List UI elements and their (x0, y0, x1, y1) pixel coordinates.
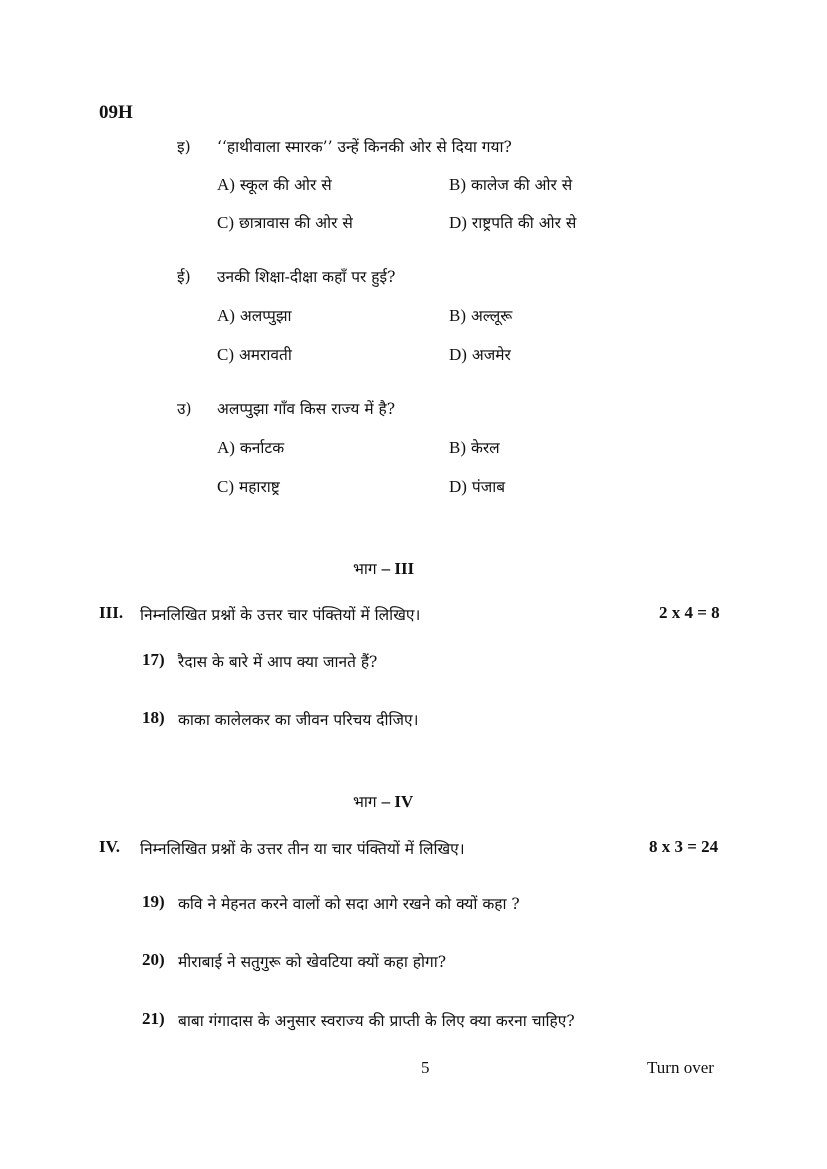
option-d: D) पंजाब (449, 477, 506, 496)
question-number: 21) (142, 1009, 165, 1028)
question-text: काका कालेलकर का जीवन परिचय दीजिए। (178, 711, 419, 729)
section-heading: भाग – III (353, 559, 415, 578)
question-label: ई) (177, 268, 191, 286)
section-marks: 8 x 3 = 24 (649, 837, 719, 856)
section-marks: 2 x 4 = 8 (659, 603, 720, 622)
question-number: 20) (142, 950, 165, 969)
question-number: 18) (142, 708, 165, 727)
section-heading: भाग – IV (353, 792, 414, 811)
option-b: B) अल्लूरू (449, 306, 513, 325)
option-a: A) स्कूल की ओर से (217, 175, 332, 194)
question-text: अलप्पुझा गाँव किस राज्य में है? (217, 400, 396, 418)
option-a: A) अलप्पुझा (217, 306, 292, 325)
option-c: C) छात्रावास की ओर से (217, 213, 353, 232)
question-text: उनकी शिक्षा-दीक्षा कहाँ पर हुई? (217, 268, 396, 286)
section-instruction: निम्नलिखित प्रश्नों के उत्तर तीन या चार पंक्तियों में लिखिए। (140, 840, 465, 858)
question-label: उ) (177, 400, 192, 418)
paper-code: 09H (99, 102, 133, 123)
option-c: C) महाराष्ट्र (217, 477, 280, 496)
question-number: 17) (142, 650, 165, 669)
option-c: C) अमरावती (217, 345, 292, 364)
option-b: B) केरल (449, 438, 500, 457)
turn-over-note: Turn over (647, 1058, 714, 1077)
option-b: B) कालेज की ओर से (449, 175, 573, 194)
page-number: 5 (421, 1058, 430, 1077)
question-number: 19) (142, 892, 165, 911)
option-a: A) कर्नाटक (217, 438, 285, 457)
section-instruction: निम्नलिखित प्रश्नों के उत्तर चार पंक्तियों में लिखिए। (140, 606, 421, 624)
question-label: इ) (177, 138, 191, 156)
section-roman: IV. (99, 837, 120, 856)
question-text: रैदास के बारे में आप क्या जानते हैं? (178, 653, 378, 671)
question-text: कवि ने मेहनत करने वालों को सदा आगे रखने को क्यों कहा ? (178, 895, 520, 913)
section-roman: III. (99, 603, 124, 622)
question-text: बाबा गंगादास के अनुसार स्वराज्य की प्राप्ती के लिए क्या करना चाहिए? (178, 1012, 575, 1030)
question-text: ‘‘हाथीवाला स्मारक’’ उन्हें किनकी ओर से दिया गया? (217, 138, 512, 156)
option-d: D) राष्ट्रपति की ओर से (449, 213, 577, 232)
question-text: मीराबाई ने सतुगुरू को खेवटिया क्यों कहा होगा? (178, 953, 447, 971)
option-d: D) अजमेर (449, 345, 511, 364)
